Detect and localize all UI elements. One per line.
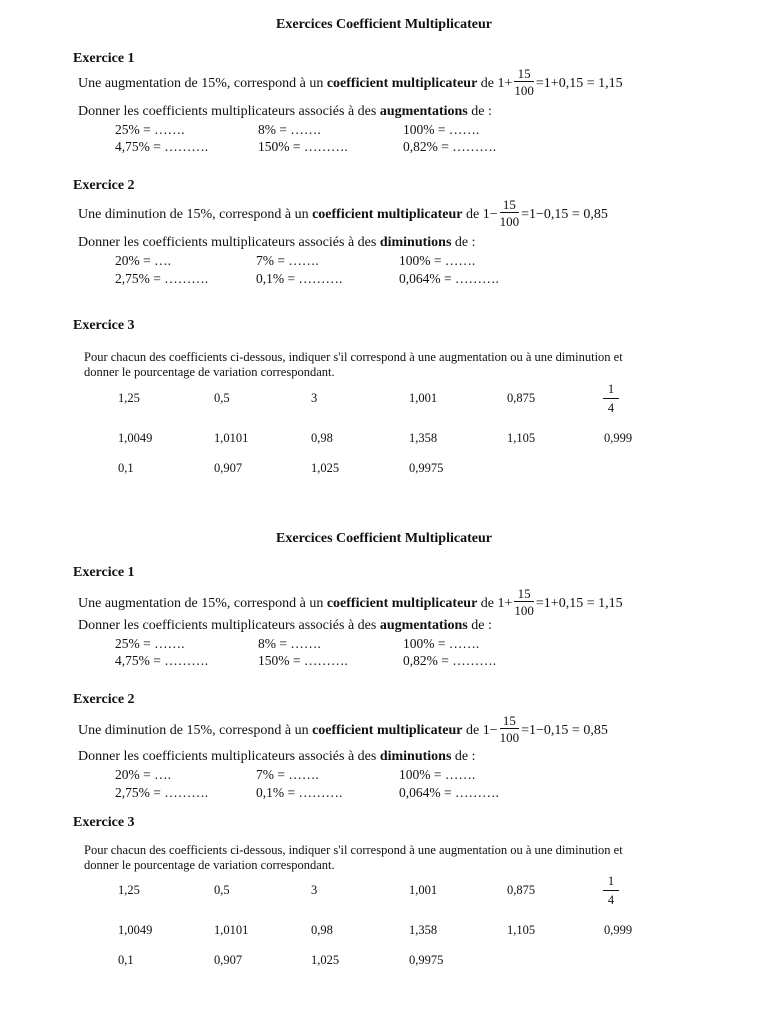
coefficient: 0,999 <box>604 431 633 445</box>
exercise-1-heading: Exercice 1 <box>73 565 135 580</box>
exercise-item: 0,82% = ………. <box>403 139 497 154</box>
exercise-1-prompt: Donner les coefficients multiplicateurs associés à des augmentations de : <box>78 104 492 119</box>
exercise-1-intro: Une augmentation de 15%, correspond à un coefficient multiplicateur de 1+ $\frac{15}{100}$ =1+0,15 = 1,15 <box>78 66 623 98</box>
exercise-2-heading: Exercice 2 <box>73 178 135 193</box>
exercise-item: 100% = ……. <box>399 767 476 782</box>
exercise-item: 7% = ……. <box>256 253 319 268</box>
coefficient: 0,907 <box>214 953 243 967</box>
coefficient: 0,98 <box>311 923 333 937</box>
exercise-item: 20% = …. <box>115 767 171 782</box>
exercise-3-instructions: Pour chacun des coefficients ci-dessous, indiquer s'il correspond à une augmentation ou à une diminution et donner le pourcentage de variation correspondant. <box>84 843 623 872</box>
exercise-item: 20% = …. <box>115 253 171 268</box>
fraction-one-quarter: 1 4 <box>603 383 619 414</box>
coefficient: 0,1 <box>118 461 134 475</box>
coefficient: 0,9975 <box>409 953 444 967</box>
exercise-1-prompt: Donner les coefficients multiplicateurs associés à des augmentations de : <box>78 618 492 633</box>
coefficient: 3 <box>311 391 318 405</box>
coefficient: 1,25 <box>118 883 140 897</box>
exercise-item: 4,75% = ………. <box>115 653 209 668</box>
exercise-item: 100% = ……. <box>403 122 480 137</box>
fraction: $\frac{15}{100}$ <box>499 197 520 229</box>
exercise-item: 7% = ……. <box>256 767 319 782</box>
coefficient: 1,105 <box>507 923 536 937</box>
exercise-1-heading: Exercice 1 <box>73 51 135 66</box>
exercise-item: 2,75% = ………. <box>115 271 209 286</box>
coefficient: 0,999 <box>604 923 633 937</box>
exercise-item: 100% = ……. <box>399 253 476 268</box>
fraction-one-quarter: 1 4 <box>603 875 619 906</box>
fraction: $\frac{15}{100}$ <box>514 66 534 98</box>
exercise-item: 0,1% = ………. <box>256 271 343 286</box>
coefficient: 3 <box>311 883 318 897</box>
exercise-item: 100% = ……. <box>403 636 480 651</box>
coefficient: 1,025 <box>311 953 340 967</box>
coefficient: 1,0101 <box>214 923 249 937</box>
exercise-3-heading: Exercice 3 <box>73 815 135 830</box>
coefficient: 1,0101 <box>214 431 249 445</box>
exercise-item: 0,064% = ………. <box>399 271 499 286</box>
coefficient: 1,0049 <box>118 431 153 445</box>
fraction: $\frac{15}{100}$ <box>499 713 520 745</box>
exercise-2-prompt: Donner les coefficients multiplicateurs associés à des diminutions de : <box>78 749 476 764</box>
exercise-item: 0,064% = ………. <box>399 785 499 800</box>
coefficient: 1,358 <box>409 923 438 937</box>
exercise-item: 4,75% = ………. <box>115 139 209 154</box>
fraction: $\frac{15}{100}$ <box>514 586 534 618</box>
coefficient: 1,0049 <box>118 923 153 937</box>
exercise-item: 2,75% = ………. <box>115 785 209 800</box>
coefficient: 0,875 <box>507 883 536 897</box>
coefficient: 1,25 <box>118 391 140 405</box>
exercise-2-intro: Une diminution de 15%, correspond à un coefficient multiplicateur de 1− $\frac{15}{100}$ =1−0,15 = 0,85 <box>78 197 608 229</box>
exercise-2-prompt: Donner les coefficients multiplicateurs associés à des diminutions de : <box>78 235 476 250</box>
page-title: Exercices Coefficient Multiplicateur <box>276 17 492 32</box>
exercise-item: 8% = ……. <box>258 122 321 137</box>
coefficient: 0,907 <box>214 461 243 475</box>
coefficient: 1,358 <box>409 431 438 445</box>
coefficient: 0,5 <box>214 883 230 897</box>
exercise-item: 25% = ……. <box>115 122 185 137</box>
coefficient: 0,1 <box>118 953 134 967</box>
exercise-3-heading: Exercice 3 <box>73 318 135 333</box>
exercise-item: 0,82% = ………. <box>403 653 497 668</box>
exercise-item: 25% = ……. <box>115 636 185 651</box>
coefficient: 1,025 <box>311 461 340 475</box>
exercise-item: 8% = ……. <box>258 636 321 651</box>
exercise-item: 150% = ………. <box>258 653 348 668</box>
coefficient: 0,98 <box>311 431 333 445</box>
worksheet-copy-1 <box>0 0 768 500</box>
coefficient: 1,105 <box>507 431 536 445</box>
worksheet-copy-2 <box>0 514 768 1014</box>
exercise-item: 150% = ………. <box>258 139 348 154</box>
coefficient: 1,001 <box>409 391 438 405</box>
exercise-2-heading: Exercice 2 <box>73 692 135 707</box>
page-title: Exercices Coefficient Multiplicateur <box>276 531 492 546</box>
coefficient: 0,9975 <box>409 461 444 475</box>
coefficient: 1,001 <box>409 883 438 897</box>
coefficient: 0,5 <box>214 391 230 405</box>
exercise-3-instructions: Pour chacun des coefficients ci-dessous, indiquer s'il correspond à une augmentation ou à une diminution et donner le pourcentage de variation correspondant. <box>84 350 623 379</box>
exercise-item: 0,1% = ………. <box>256 785 343 800</box>
exercise-1-intro: Une augmentation de 15%, correspond à un coefficient multiplicateur de 1+ $\frac{15}{100}$ =1+0,15 = 1,15 <box>78 586 623 618</box>
coefficient: 0,875 <box>507 391 536 405</box>
exercise-2-intro: Une diminution de 15%, correspond à un coefficient multiplicateur de 1− $\frac{15}{100}$ =1−0,15 = 0,85 <box>78 713 608 745</box>
